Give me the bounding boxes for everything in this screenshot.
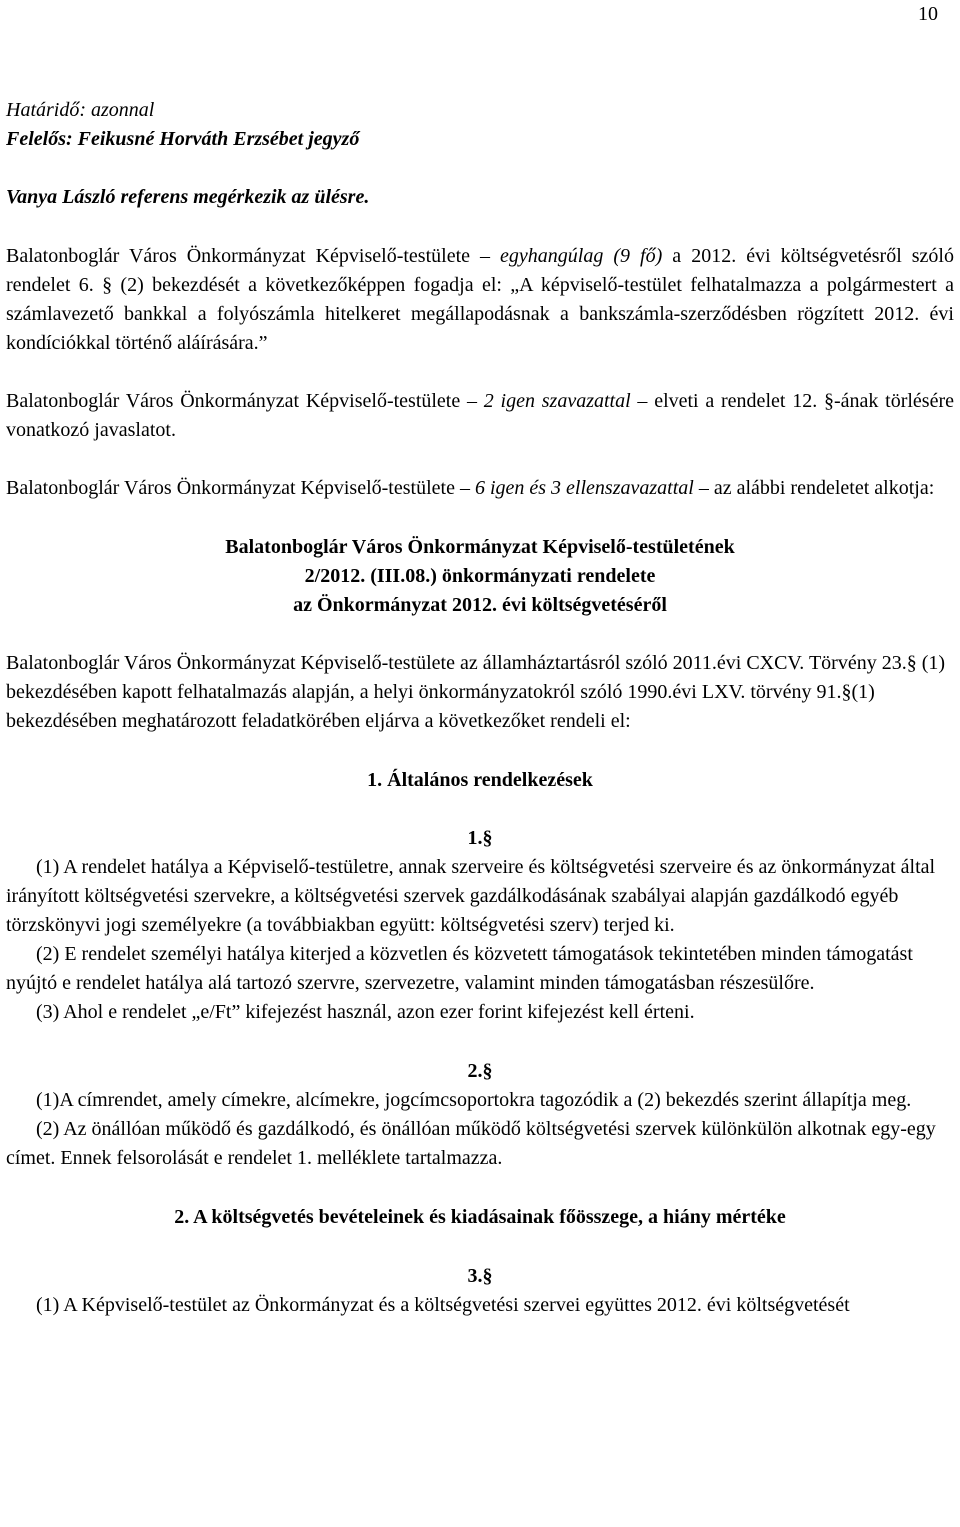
page-number: 10 (918, 3, 938, 25)
section-2-para-2: (2) Az önállóan működő és gazdálkodó, és önállóan működő költségvetési szervek különkülön alkotnak egy-egy címet. Ennek felsorolását e rendelet 1. melléklete tartalmazza. (6, 1118, 936, 1169)
section-1-para-3: (3) Ahol e rendelet „e/Ft” kifejezést használ, azon ezer forint kifejezést kell érteni. (36, 1001, 695, 1023)
section-1-heading: 1.§ (467, 827, 493, 849)
vote-result: 6 igen és 3 ellenszavazattal (474, 477, 694, 499)
section-1-para-1: (1) A rendelet hatálya a Képviselő-testületre, annak szerveire és költségvetési szerveire és az önkormányzat által irányított költségvetési szervekre, a költségvetési szervek gazdálkodásának szabályai alapján gazdálkodó egyéb törzskönyvi jogi személyekre (a továbbiakban együtt: költségvetési szerv) terjed ki. (6, 856, 936, 936)
resolution-1: Balatonboglár Város Önkormányzat Képviselő-testülete – egyhangúlag (9 fő) a 2012. évi költségvetésről szóló rendelet 6. § (2) bekezdését a következőképpen fogadja el: „A képviselő-testület felhatalmazza a polgármestert a számlavezető bankkal a folyószámla hitelkeret megállapodásnak a bankszámla-szerződésben rögzített 2012. évi kondíciókkal történő aláírására.” (6, 245, 954, 354)
section-2-para-1: (1)A címrendet, amely címekre, alcímekre, jogcímcsoportokra tagozódik a (2) bekezdés szerint állapítja meg. (36, 1089, 912, 1111)
decree-title-line-1: Balatonboglár Város Önkormányzat Képviselő-testületének (225, 536, 735, 558)
chapter-1-heading: 1. Általános rendelkezések (367, 769, 593, 791)
resolution-3: Balatonboglár Város Önkormányzat Képviselő-testülete – 6 igen és 3 ellenszavazattal – az alábbi rendeletet alkotja: (6, 477, 935, 499)
arrival-note: Vanya László referens megérkezik az ülésre. (6, 186, 370, 208)
section-2-heading: 2.§ (467, 1060, 493, 1082)
chapter-2-heading: 2. A költségvetés bevételeinek és kiadásainak főösszege, a hiány mértéke (174, 1206, 786, 1228)
preamble: Balatonboglár Város Önkormányzat Képviselő-testülete az államháztartásról szóló 2011.évi CXCV. Törvény 23.§ (1) bekezdésében kapott felhatalmazás alapján, a helyi önkormányzatokról szóló 1990.évi LXV. törvény 91.§(1) bekezdésében meghatározott feladatkörében eljárva a következőket rendeli el: (6, 652, 946, 732)
decree-title-line-3: az Önkormányzat 2012. évi költségvetéséről (293, 594, 667, 616)
deadline-line: Határidő: azonnal (6, 99, 155, 121)
document-body (6, 96, 954, 1320)
resolution-2: Balatonboglár Város Önkormányzat Képviselő-testülete – 2 igen szavazattal – elveti a rendelet 12. §-ának törlésére vonatkozó javaslatot. (6, 390, 954, 441)
section-3-heading: 3.§ (467, 1265, 493, 1287)
vote-result: egyhangúlag (9 fő) (500, 245, 663, 267)
decree-title-line-2: 2/2012. (III.08.) önkormányzati rendelete (304, 565, 656, 587)
section-3-para-1: (1) A Képviselő-testület az Önkormányzat és a költségvetési szervei együttes 2012. évi költségvetését (36, 1294, 850, 1316)
responsible-line: Felelős: Feikusné Horváth Erzsébet jegyző (6, 128, 360, 150)
vote-result: 2 igen szavazattal (483, 390, 631, 412)
section-1-para-2: (2) E rendelet személyi hatálya kiterjed a közvetlen és közvetett támogatások tekintetében minden támogatást nyújtó e rendelet hatálya alá tartozó szervre, szervezetre, valamint minden támogatásban részesülőre. (6, 943, 913, 994)
